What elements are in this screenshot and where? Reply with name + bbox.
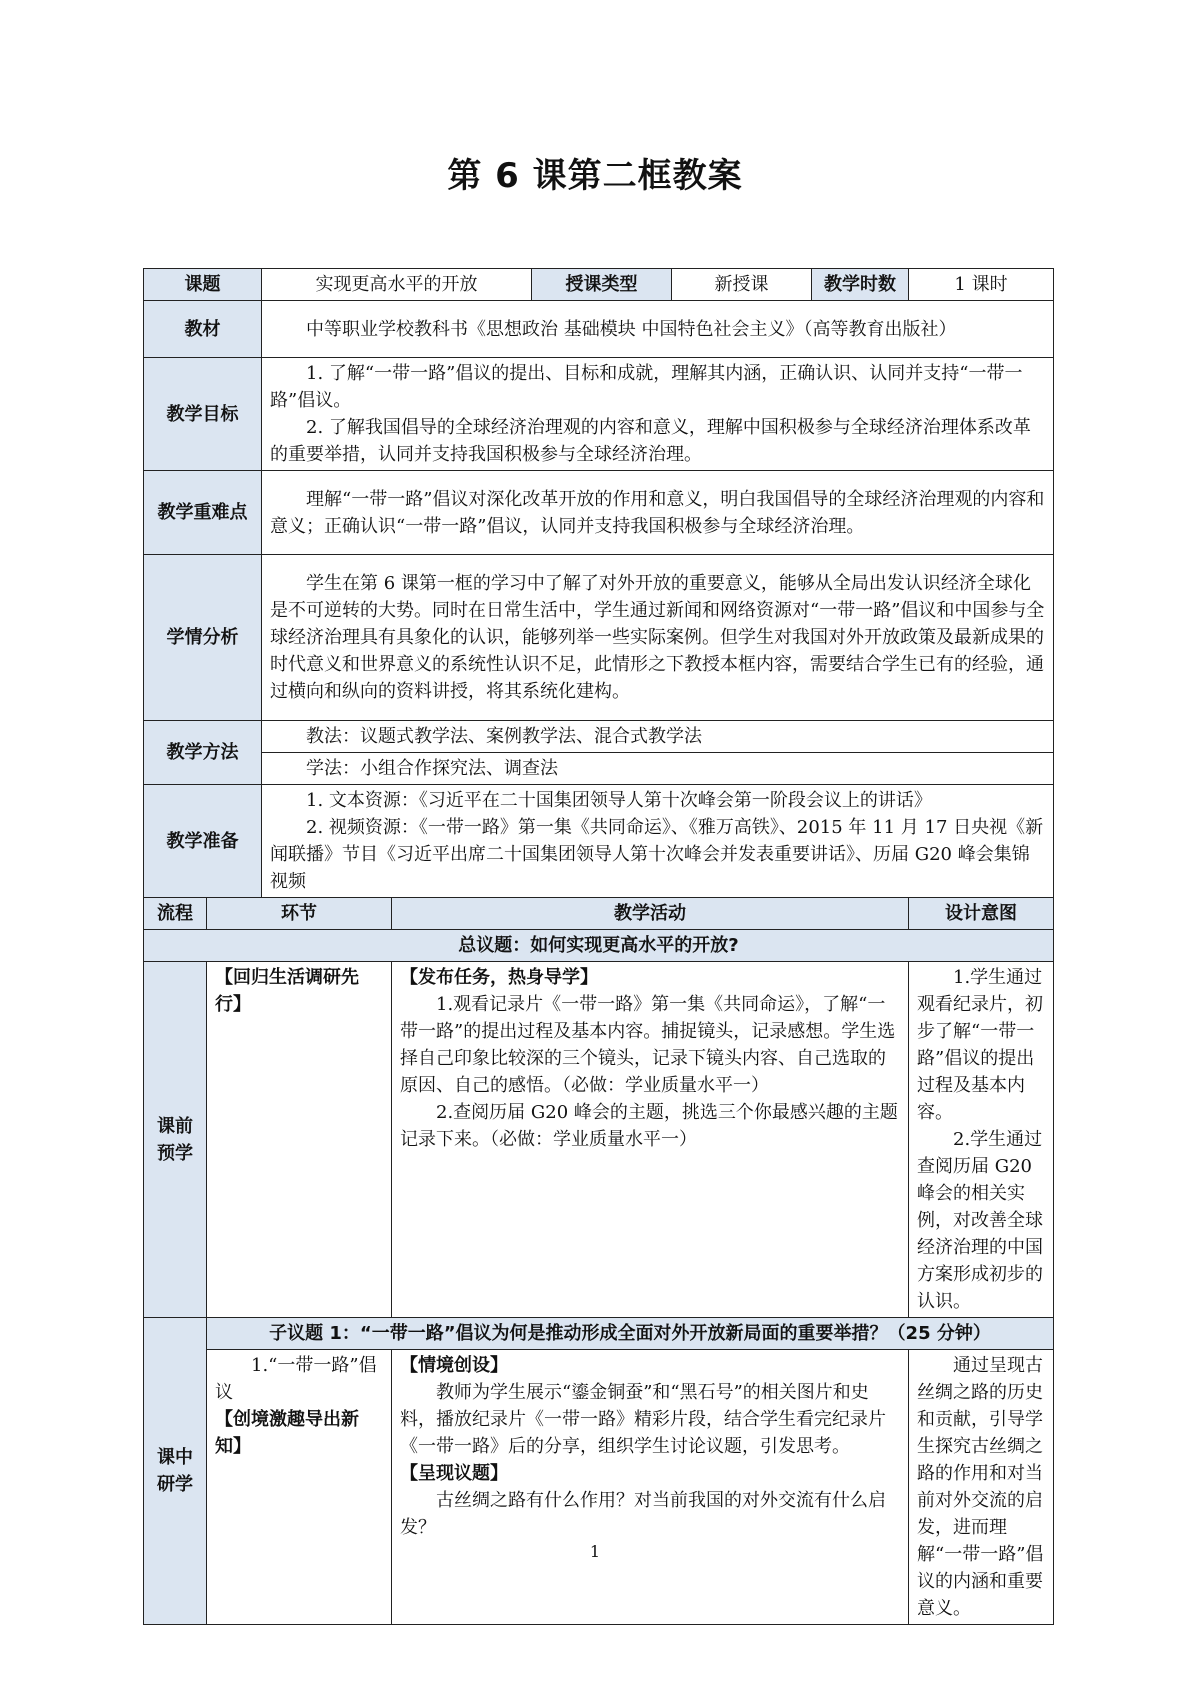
header-activity: 教学活动 [392, 898, 909, 930]
page-number: 1 [589, 1542, 601, 1561]
issue-title: 【呈现议题】 [400, 1463, 508, 1484]
situation-text: 教师为学生展示“鎏金铜蚕”和“黑石号”的相关图片和史料，播放纪录片《一带一路》精彩片段，结合学生看完纪录片《一带一路》后的分享，组织学生讨论议题，引发思考。 [400, 1382, 886, 1457]
textbook-value: 中等职业学校教科书《思想政治 基础模块 中国特色社会主义》（高等教育出版社） [262, 301, 1054, 358]
goals-label: 教学目标 [144, 358, 262, 471]
hours-label: 教学时数 [812, 269, 909, 301]
pre-activity-item: 1.观看记录片《一带一路》第一集《共同命运》，了解“一带一路”的提出过程及基本内容。捕捉镜头，记录感想。学生选择自己印象比较深的三个镜头，记录下镜头内容、自己选取的原因、自己的感悟。（必做：学业质量水平一） [400, 994, 896, 1096]
goal-item: 1. 了解“一带一路”倡议的提出、目标和成就，理解其内涵，正确认识、认同并支持“一带一路”倡议。 [270, 363, 1023, 411]
header-stage: 环节 [207, 898, 392, 930]
difficulty-label: 教学重难点 [144, 471, 262, 555]
mid-stage-cell [207, 1350, 392, 1625]
pre-activity-item: 2.查阅历届 G20 峰会的主题，挑选三个你最感兴趣的主题记录下来。（必做：学业质量水平一） [400, 1102, 898, 1150]
pre-activity-title: 【发布任务，热身导学】 [400, 967, 598, 988]
pre-stage: 【回归生活调研先行】 [207, 962, 392, 1318]
situation-title: 【情境创设】 [400, 1355, 508, 1376]
page-title: 第 6 课第二框教案 [447, 156, 743, 196]
pre-intent-cell [909, 962, 1054, 1318]
method-learn: 学法：小组合作探究法、调查法 [262, 753, 1054, 785]
mid-stage-title: 1.“一带一路”倡议 [215, 1355, 377, 1403]
analysis-label: 学情分析 [144, 555, 262, 721]
method-teach: 教法：议题式教学法、案例教学法、混合式教学法 [262, 721, 1054, 753]
lesson-plan-table [143, 268, 1054, 1625]
issue-text: 古丝绸之路有什么作用？对当前我国的对外交流有什么启发？ [400, 1490, 886, 1538]
pre-activity-cell [392, 962, 909, 1318]
method-label: 教学方法 [144, 721, 262, 785]
main-issue: 总议题：如何实现更高水平的开放? [144, 930, 1054, 962]
goal-item: 2. 了解我国倡导的全球经济治理观的内容和意义，理解中国积极参与全球经济治理体系改革的重要举措，认同并支持我国积极参与全球经济治理。 [270, 417, 1031, 465]
pre-intent-item: 1.学生通过观看纪录片，初步了解“一带一路”倡议的提出过程及基本内容。 [917, 967, 1043, 1123]
prep-item: 2. 视频资源：《一带一路》第一集《共同命运》、《雅万高铁》、2015 年 11 月 17 日央视《新闻联播》节目《习近平出席二十国集团领导人第十次峰会并发表重要讲话》、历届 G20 峰会集锦视频 [270, 817, 1044, 892]
goals-cell [262, 358, 1054, 471]
prep-item: 1. 文本资源：《习近平在二十国集团领导人第十次峰会第一阶段会议上的讲话》 [306, 790, 932, 811]
header-intent: 设计意图 [909, 898, 1054, 930]
prep-cell [262, 785, 1054, 898]
topic-value: 实现更高水平的开放 [262, 269, 532, 301]
in-class-label: 课中研学 [144, 1318, 207, 1625]
mid-intent: 通过呈现古丝绸之路的历史和贡献，引导学生探究古丝绸之路的作用和对当前对外交流的启发，进而理解“一带一路”倡议的内涵和重要意义。 [909, 1350, 1054, 1625]
topic-label: 课题 [144, 269, 262, 301]
type-label: 授课类型 [532, 269, 672, 301]
sub-issue: 子议题 1：“一带一路”倡议为何是推动形成全面对外开放新局面的重要举措？（25 分钟） [207, 1318, 1054, 1350]
mid-activity-cell [392, 1350, 909, 1625]
textbook-label: 教材 [144, 301, 262, 358]
prep-label: 教学准备 [144, 785, 262, 898]
header-process: 流程 [144, 898, 207, 930]
pre-study-label: 课前预学 [144, 962, 207, 1318]
mid-stage-tag: 【创境激趣导出新知】 [215, 1409, 359, 1457]
type-value: 新授课 [672, 269, 812, 301]
pre-intent-item: 2.学生通过查阅历届 G20 峰会的相关实例，对改善全球经济治理的中国方案形成初步的认识。 [917, 1129, 1043, 1312]
analysis-value: 学生在第 6 课第一框的学习中了解了对外开放的重要意义，能够从全局出发认识经济全球化是不可逆转的大势。同时在日常生活中，学生通过新闻和网络资源对“一带一路”倡议和中国参与全球经济治理具有具象化的认识，能够列举一些实际案例。但学生对我国对外开放政策及最新成果的时代意义和世界意义的系统性认识不足，此情形之下教授本框内容，需要结合学生已有的经验，通过横向和纵向的资料讲授，将其系统化建构。 [262, 555, 1054, 721]
hours-value: 1 课时 [909, 269, 1054, 301]
difficulty-value: 理解“一带一路”倡议对深化改革开放的作用和意义，明白我国倡导的全球经济治理观的内容和意义；正确认识“一带一路”倡议，认同并支持我国积极参与全球经济治理。 [262, 471, 1054, 555]
